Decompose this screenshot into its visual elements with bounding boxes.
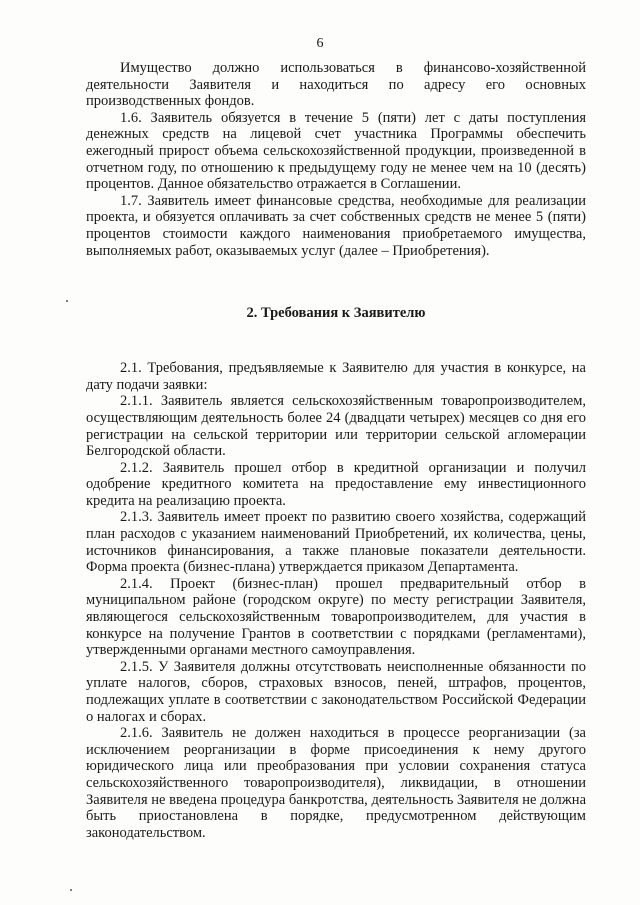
scan-speck	[70, 889, 72, 891]
paragraph-1-6: 1.6. Заявитель обязуется в течение 5 (пяти) лет с даты поступления денежных средств на лицевой счет участника Программы обеспечить ежегодный прирост объема сельскохозяйственной продукции, произведенной в отчетном году, по отношению к предыдущему году не менее чем на 10 (десять) процентов. Данное обязательство отражается в Соглашении.	[86, 109, 586, 193]
scan-speck	[66, 300, 68, 302]
paragraph-1-7: 1.7. Заявитель имеет финансовые средства, необходимые для реализации проекта, и обязуется оплачивать за счет собственных средств не менее 5 (пяти) процентов стоимости каждого наименования приобретаемого имущества, выполняемых работ, оказываемых услуг (далее – Приобретения).	[86, 192, 586, 259]
document-body	[86, 60, 586, 841]
page-number: 6	[316, 36, 324, 51]
paragraph-2-1-2: 2.1.2. Заявитель прошел отбор в кредитной организации и получил одобрение кредитного комитета на предоставление ему инвестиционного кредита на реализацию проекта.	[86, 459, 586, 509]
paragraph-2-1-3: 2.1.3. Заявитель имеет проект по развитию своего хозяйства, содержащий план расходов с указанием наименований Приобретений, их количества, цены, источников финансирования, а также плановые показатели деятельности. Форма проекта (бизнес-плана) утверждается приказом Департамента.	[86, 509, 586, 576]
paragraph-2-1-1: 2.1.1. Заявитель является сельскохозяйственным товаропроизводителем, осуществляющим деятельность более 24 (двадцати четырех) месяцев со дня его регистрации на сельской территории или территории сельской агломерации Белгородской области.	[86, 393, 586, 460]
paragraph-2-1-4: 2.1.4. Проект (бизнес-план) прошел предварительный отбор в муниципальном районе (городском округе) по месту регистрации Заявителя, являющегося сельскохозяйственным товаропроизводителем, для участия в конкурсе на получение Грантов в соответствии с порядками (регламентами), утвержденными органами местного самоуправления.	[86, 575, 586, 659]
paragraph-2-1: 2.1. Требования, предъявляемые к Заявителю для участия в конкурсе, на дату подачи заявки:	[86, 360, 586, 393]
paragraph-2-1-5: 2.1.5. У Заявителя должны отсутствовать неисполненные обязанности по уплате налогов, сборов, страховых взносов, пеней, штрафов, процентов, подлежащих уплате в соответствии с законодательством Российской Федерации о налогах и сборах.	[86, 658, 586, 725]
paragraph-2-1-6: 2.1.6. Заявитель не должен находиться в процессе реорганизации (за исключением реорганизации в форме присоединения к нему другого юридического лица или преобразования при условии сохранения статуса сельскохозяйственного товаропроизводителя), ликвидации, в отношении Заявителя не введена процедура банкротства, деятельность Заявителя не должна быть приостановлена в порядке, предусмотренном действующим законодательством.	[86, 725, 586, 841]
paragraph-property-usage: Имущество должно использоваться в финансово-хозяйственной деятельности Заявителя и находиться по адресу его основных производственных фондов.	[86, 60, 586, 110]
section-heading: 2. Требования к Заявителю	[246, 305, 426, 322]
